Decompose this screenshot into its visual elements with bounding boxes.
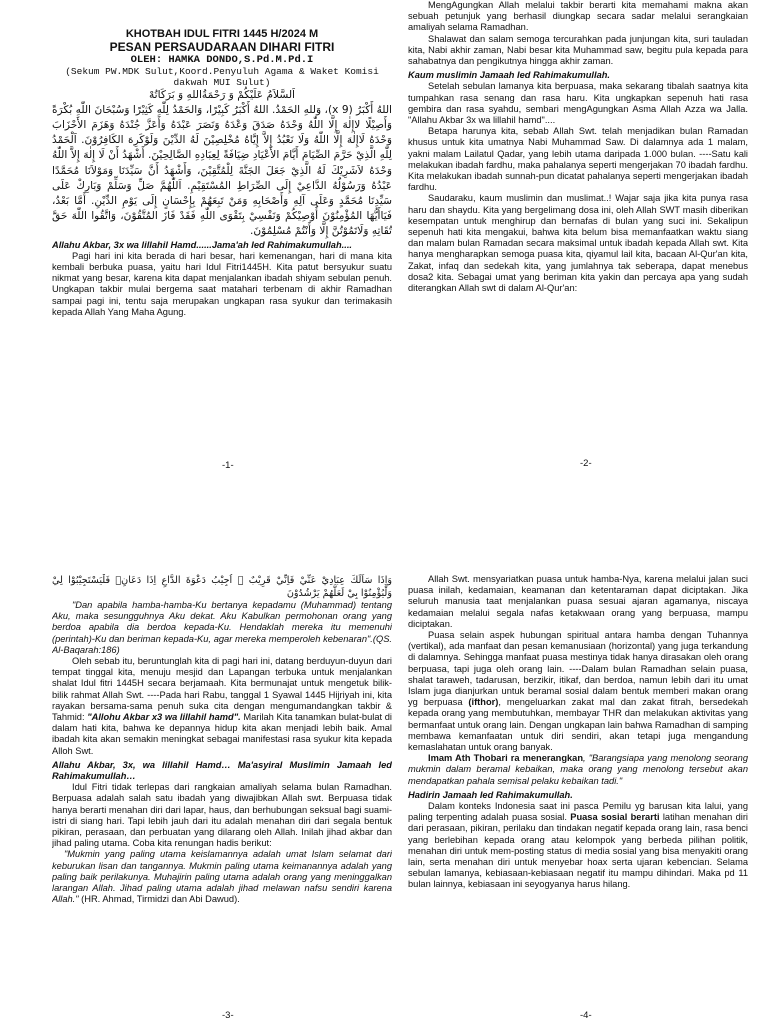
paragraph: Shalawat dan salam semoga tercurahkan pada junjungan kita, suri tauladan kita, Nabi akhir zaman, Nabi besar kita Muhammad saw, begitu pula kepada para sahabatnya dan pengikutnya hingga akhir zaman. [408,33,748,67]
paragraph-text: Oleh sebab itu, beruntunglah kita di pagi hari ini, datang berduyun-duyun dari tempat tinggal kita, menuju mesjid dan Lapangan terbuka untuk menjalankan shalat Idul fitri 1445H secara berjamaah. Kita bermunajat untuk mengetuk bilik-bilik rahmat Allah Swt. ----Pada hari Rabu, tanggal 1 Syawal 1445 Hijriyah ini, kita rayakan bersama-sama penuh suka cita dengan mengumandangkan takbir & Tahmid: [52,656,392,723]
paragraph: Allah Swt. mensyariatkan puasa untuk hamba-Nya, karena melalui jalan suci puasa inilah, kedamaian, keamanan dan ketentaraman dapat diciptakan. Jika seluruh manusia taat menjalankan puasa sesuai ajaran agamanya, niscaya kedamaian melalui segala nafas ketakwaan orang yang berpuasa, mampu diciptakan. [408,574,748,629]
ayat-translation: "Dan apabila hamba-hamba-Ku bertanya kepadamu (Muhammad) tentang Aku, maka sesungguhnya Aku dekat. Aku Kabulkan permohonan orang yang berdoa apabila dia berdoa kepada-Ku. Hendaklah mereka itu memenuhi (perintah)-Ku dan beriman kepada-Ku, agar mereka memperoleh kebenaran".(QS. Al-Baqarah:186) [52,600,392,655]
section-heading: Hadirin Jamaah Ied Rahimakumullah. [408,789,573,800]
paragraph: Saudaraku, kaum muslimin dan muslimat..! Wajar saja jika kita punya rasa haru dan shaydu. Kita yang bergelimang dosa ini, oleh Allah SWT masih diberikan kesempatan untuk menghirup dan bernafas di bulan yang suci ini. Sekalipun sepenuh hati kita mengakui, bahwa kita belum bisa memanfaatkan waktu siang dan malam bulan Ramadan secara maksimal untuk ibadah kepada Allah swt. Kita hanya mengharapkan semoga puasa kita, qiyamul lail kita, bacaan Al-Qur'an kita, Zakat, infaq dan sedekah kita, yang jumlahnya tak seberapa, dapat menebus dosa2 kita. Sebagai umat yang beriman kita yakin dan percaya apa yang sudah diterangkan Allah swt di dalam Al-Qur'an: [408,193,748,294]
salam-arabic: اَلسَّلاَمُ عَلَيْكُمْ وَ رَحْمَةُاللهِ وَ بَرَكَاتُهْ [148,88,296,101]
document-subtitle: PESAN PERSAUDARAAN DIHARI FITRI [109,39,335,54]
hadith-quote [52,849,392,905]
section-heading: Kaum muslimin Jamaah Ied Rahimakumullah. [408,70,611,81]
paragraph-text: Puasa selain aspek hubungan spiritual antara hamba dengan Tuhannya (vertikal), ada manfaat dan pesan kemanusiaan (horizontal) yang juga terkandung di dalamnya. Sehingga manfaat puasa mestinya tidak hanya dirasakan oleh orang berpuasa, tapi juga oleh orang lain. ----Dalam bulan Ramadhan selain puasa, shalat taraweh, tadarusan, berzikir, itikaf, dan berdoa, namun lebih dari itu umat Islam juga dianjurkan untuk beramal sosial dalam bentuk memberi makan orang yg berpuasa [408,630,748,708]
paragraph-text: latihan menahan diri dari perasaan, pikiran, perilaku dan tindakan negatif kepada orang lain, rasa benci yang berlebihan kepada orang atau kelompok yang berbeda pilihan politik, menahan diri untuk mem-posting status di media sosial yang bisa menyakiti orang lain, serta menahan diri untuk menyebar hoax serta ujaran kebencian. Selama sebulan lamanya, kebiasaan-kebiasaan negatif itu mampu dihindari. Maka pd 11 bulan lainnya, kebiasaan ini seyogyanya harus hilang. [408,812,748,890]
paragraph: Idul Fitri tidak terlepas dari rangkaian amaliyah selama bulan Ramadhan. Berpuasa adalah salah satu ibadah yang diwajibkan Allah swt. Berpuasa tidak hanya berarti menahan diri dari lapar, haus, dan berhubungan seksual bagi suami-istri di siang hari. Tapi lebih jauh dari itu adalah menahan diri dari segala bentuk pikiran, perasaan, dan perbuatan yang dilarang oleh Allah. Inilah jihad akbar dan jihad paling utama. Coba kita renungan hadis berikut: [52,782,392,849]
paragraph-text: Marilah Kita tanamkan bulat-bulat di dalam hati kita, bahwa ke depannya hidup kita akan menjadi lebih baik. Amal ibadah kita akan semakin meningkat sebagai manifestasi rasa syukur kita kepada Alloh Swt. [52,712,392,756]
paragraph [52,656,392,757]
document-title: KHOTBAH IDUL FITRI 1445 H/2024 M [125,28,319,40]
quote-intro: Imam Ath Thobari ra menerangkan [428,753,584,764]
page-3 [52,574,392,1024]
page-number: -1- [222,460,234,471]
takbir-heading: Allahu Akbar, 3x wa lillahil Hamd......Jama'ah Ied Rahimakumullah.... [52,239,352,250]
page-number: -3- [222,1010,234,1021]
quote-paragraph [408,753,748,787]
author-affiliation: (Sekum PW.MDK Sulut,Koord.Penyuluh Agama & Waket Komisi dakwah MUI Sulut) [65,65,379,88]
ifthor-term: (ifthor) [468,697,499,708]
paragraph: Betapa harunya kita, sebab Allah Swt. telah menjadikan bulan Ramadan khusus untuk kita umatnya Nabi Muhammad Saw. Di dalamnya ada 1 malam, yakni malam Lailatul Qadar, yang lebih utama daripada 1.000 bulan. ----Satu kali melakukan ibadah fardhu, maka pahalanya seperti mengerjakan 70 ibadah fardhu. Kita melakukan ibadah sunnah-pun dicatat pahalanya seperti mengerjakan ibadah fardhu. [408,126,748,193]
page-4 [408,574,748,1024]
section-heading: Allahu Akbar, 3x, wa lillahil Hamd… Ma'asyiral Muslimin Jamaah Ied Rahimakumullah… [52,759,392,782]
paragraph-text: Dalam konteks Indonesia saat ini pasca Pemilu yg barusan kita lalui, yang paling terpenting adalah puasa sosial. [408,801,748,823]
page-number: -4- [580,1010,592,1021]
khutbah-arabic: اللهُ أَكْبَرُ (9 x)، وَللهِ الحَمْدُ. اللهُ أَكْبَرُ كَبِيْرًا، وَالحَمْدُ لِلّٰهِ كَثِيْرًا وَسُبْحَانَ اللّٰهِ بُكْرَةً وَأَصِيْلًا لاإِلٰهَ إِلَّا اللّٰهُ وَحْدَهُ صَدَقَ وَعْدَهُ وَنَصَرَ عَبْدَهُ وَأَعَزَّ جُنْدَهُ وَهَزَمَ الأَحْزَابَ وَحْدَهُ لَاإِلٰهَ إِلَّا اللّٰهُ وَلَا نَعْبُدُ إِلاَّ إِيَّاهُ مُخْلِصِيْنَ لَهُ الدِّيْنَ وَلَوْكَرِهَ الكَافِرُوْنَ. اَلْحَمْدُ لِلّٰهِ الَّذِيْ حَرَّمَ الصِّيَامَ أَيَّامَ الأَعْيَادِ ضِيَافَةً لِعِبَادِهِ الصَّالِحِيْنَ. أَشْهَدُ أَنْ لَا إِلٰهَ إِلاَّ اللّٰهُ وَحْدَهُ لاَشَرِيْكَ لَهُ الَّذِيْ جَعَلَ الجَنَّةَ لِلْمُتَّقِيْنَ، وَأَشْهَدُ أَنَّ سَيِّدَنَا وَمَوْلاَنَا مُحَمَّدًا عَبْدُهُ وَرَسُوْلُهُ الدَّاعِيْ إِلَى الصِّرَاطِ المُسْتَقِيْمِ. اَللّٰهُمَّ صَلِّ وَسَلِّمْ وَبَارِكْ عَلَى سَيِّدِنَا مُحَمَّدٍ وَعَلَى آلِهِ وَأَصْحَابِهِ وَمَنْ تَبِعَهُمْ بِإِحْسَانٍ إِلَى يَوْمِ الدِّيْنِ. أَمَّا بَعْدُ، فَيَاأَيُّهَا المُؤْمِنُوْنَ أُوْصِيْكُمْ وَنَفْسِيْ بِتَقْوَى اللّٰهِ فَقَدْ فَازَ المُتَّقُوْنَ، وَاتَّقُوا اللّٰهَ حَقَّ تُقَاتِهِ وَلَاتَمُوْتُنَّ إِلَّا وَأَنْتُمْ مُسْلِمُوْنَ. [52,103,392,238]
paragraph: Setelah sebulan lamanya kita berpuasa, maka sekarang tibalah saatnya kita tumpahkan rasa senang dan rasa haru. Kita ungkapkan sepenuh hati rasa gembira dan rasa syahdu, sembari mengAgungkan Asma Allah Azza wa Jalla. "Allahu Akbar 3x wa lillahil hamd".... [408,81,748,126]
paragraph: MengAgungkan Allah melalui takbir berarti kita memahami makna akan sebuah petunjuk yang berhasil diungkap secara sadar melalui serangkaian amaliyah selama Ramadhan. [408,0,748,33]
paragraph [408,630,748,753]
quote-text: , "Barangsiapa yang menolong seorang mukmin dalam beramal kebaikan, maka orang yang menolong tersebut akan mendapatkan pahala semisal pelaku kebaikan tadi." [408,753,748,786]
paragraph: Pagi hari ini kita berada di hari besar, hari kemenangan, hari di mana kita kembali berbuka puasa, yaitu hari Idul Fitri1445H. Kita patut bersyukur suatu nikmat yang besar, karena kita dapat menjalankan ibadah shiyam sebulan penuh. Ungkapan takbir mulai bergema saat matahari terbenam di akhir Ramadhan sampai pagi ini, tentu saja merupakan ungkapan rasa syukur dan terimakasih kepada Allah Yang Maha Agung. [52,250,392,317]
takbir-quote: "Allohu Akbar x3 wa lillahil hamd". [87,712,241,723]
hadith-text: "Mukmin yang paling utama keislamannya adalah umat Islam selamat dari keburukan lisan dan tangannya. Mukmin paling utama keimanannya adalah yang paling baik perilakunya. Muhajirin paling utama adalah orang yang meninggalkan larangan Allah. Jihad paling utama adalah jihad melawan nafsu sendiri karena Allah." [52,849,392,905]
paragraph-text: , mengeluarkan zakat mal dan zakat fitrah, bersedekah kepada orang yang membutuhkan, membayar THR dan melakukan aktivitas yang bermanfaat untuk orang lain. Dengan ungkapan lain bahwa Ramadhan di samping membawa kemanfaatan untuk diri sendiri, akan tetapi juga mengandung kemaslahatan untuk orang banyak. [408,697,748,753]
page-1 [52,28,392,478]
page-number: -2- [580,458,592,469]
puasa-sosial-term: Puasa sosial berarti [570,812,660,823]
paragraph [408,801,748,891]
author-line: OLEH: HAMKA DONDO,S.Pd.M.Pd.I [130,53,314,66]
hadith-source: (HR. Ahmad, Tirmidzi dan Abi Dawud). [78,894,240,905]
page-2 [408,0,748,470]
quran-ayat-arabic: وَاِذَا سَاَلَكَ عِبَادِيْ عَنِّيْ فَاِنِّيْ قَرِيْبٌ ۗ اُجِيْبُ دَعْوَةَ الدَّاعِ اِذَا دَعَانِۙ فَلْيَسْتَجِيْبُوْا لِيْ وَلْيُؤْمِنُوْا بِيْ لَعَلَّهُمْ يَرْشُدُوْنَ [52,575,392,599]
